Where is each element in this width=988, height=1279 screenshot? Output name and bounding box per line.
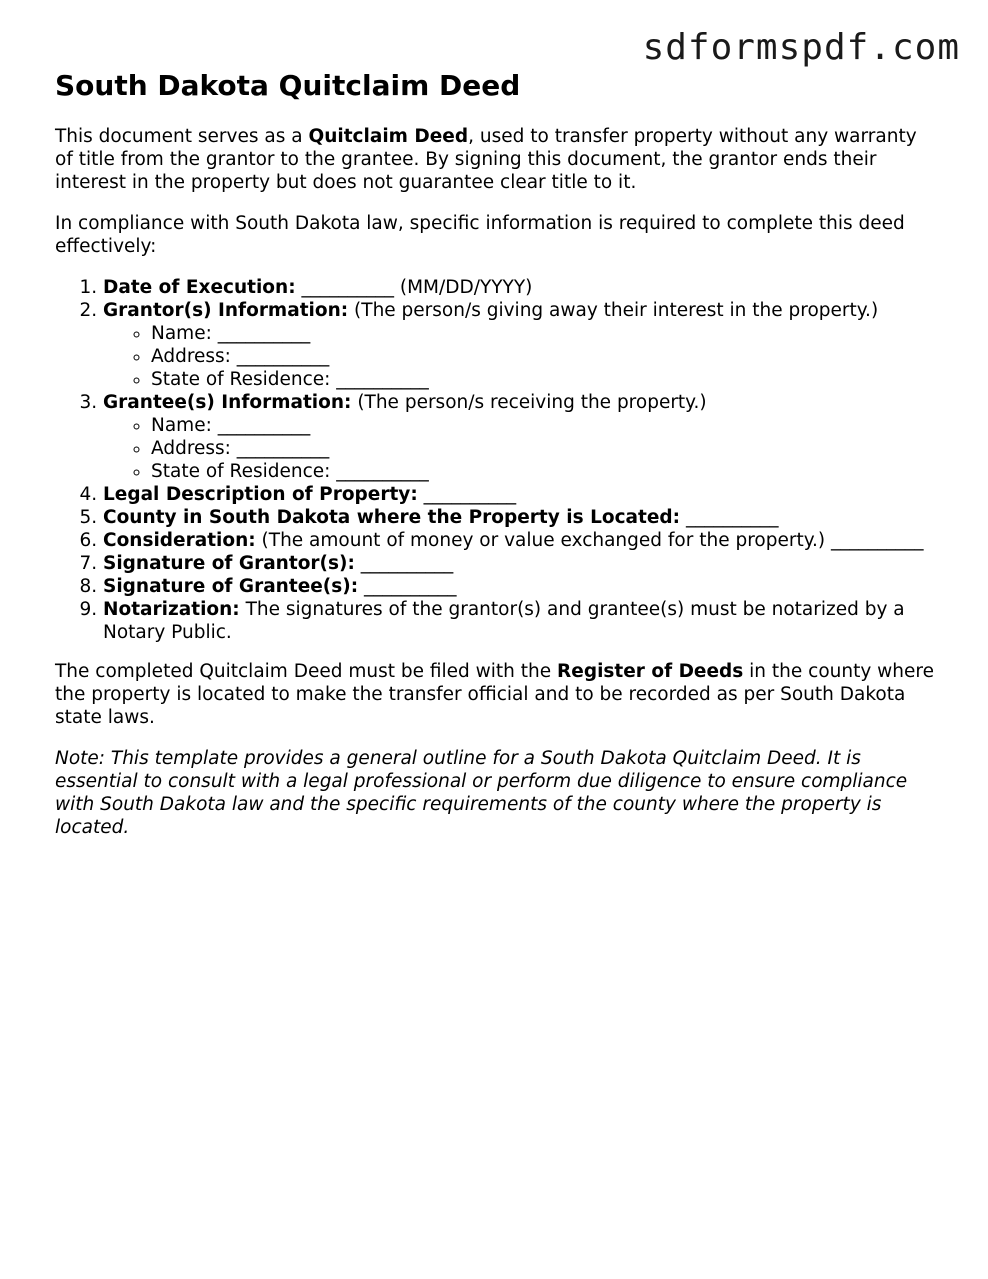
date-text: __________ (MM/DD/YYYY) [295,277,533,298]
intro-text-end: , used to transfer property without any warranty of title from the grantor to the grantee. By signing this document, the grantor ends their interest in the property but does not guarantee clear title to it. [55,126,917,193]
filing-text-end: in the county where the property is located to make the transfer official and to be recorded as per South Dakota state laws. [55,661,934,728]
list-item-grantee [103,391,935,483]
filing-paragraph [55,660,935,729]
list-item-county [103,506,935,529]
county-label: County in South Dakota where the Property is Located: [103,507,681,528]
list-item-signature-grantee [103,575,935,598]
notarization-text: The signatures of the grantor(s) and grantee(s) must be notarized by a Notary Public. [103,599,905,643]
grantor-sublist [103,322,935,391]
compliance-paragraph: In compliance with South Dakota law, specific information is required to complete this deed effectively: [55,213,905,257]
document-body [55,68,935,857]
filing-text-start: The completed Quitclaim Deed must be filed with the [55,661,558,682]
grantor-name-field: ◦ Name: __________ [151,322,935,345]
sig-grantor-text: __________ [354,553,454,574]
page-title: South Dakota Quitclaim Deed [55,69,521,102]
grantee-label: Grantee(s) Information: [103,392,352,413]
sig-grantee-text: __________ [358,576,457,597]
list-item-legal-description [103,483,935,506]
note-paragraph: Note: This template provides a general outline for a South Dakota Quitclaim Deed. It is essential to consult with a legal professional or perform due diligence to ensure compliance with South Dakota law and the specific requirements of the county where the property is located. [55,748,908,838]
list-item-signature-grantor [103,552,935,575]
grantee-name-field: ◦ Name: __________ [151,414,935,437]
list-item-grantor [103,299,935,391]
consideration-text: (The amount of money or value exchanged for the property.) __________ [255,530,924,551]
filing-bold-term: Register of Deeds [557,661,744,682]
grantor-text: (The person/s giving away their interest in the property.) [348,300,879,321]
grantee-sublist [103,414,935,483]
grantor-address-field: ◦ Address: __________ [151,345,935,368]
list-item-consideration [103,529,935,552]
grantor-label: Grantor(s) Information: [103,300,349,321]
notarization-label: Notarization: [103,599,240,620]
date-label: Date of Execution: [103,277,296,298]
list-item-date [103,276,935,299]
grantee-address-field: ◦ Address: __________ [151,437,935,460]
list-item-notarization [103,598,935,644]
consideration-label: Consideration: [103,530,256,551]
grantee-text: (The person/s receiving the property.) [351,392,707,413]
intro-bold-term: Quitclaim Deed [308,126,469,147]
county-text: __________ [680,507,779,528]
watermark: sdformspdf.com [642,27,960,68]
legal-text: __________ [417,484,517,505]
grantor-state-field: ◦ State of Residence: __________ [151,368,935,391]
sig-grantor-label: Signature of Grantor(s): [103,553,355,574]
intro-paragraph [55,125,935,194]
requirements-list [55,276,935,644]
legal-label: Legal Description of Property: [103,484,418,505]
intro-text-start: This document serves as a [55,126,309,147]
grantee-state-field: ◦ State of Residence: __________ [151,460,935,483]
sig-grantee-label: Signature of Grantee(s): [103,576,359,597]
